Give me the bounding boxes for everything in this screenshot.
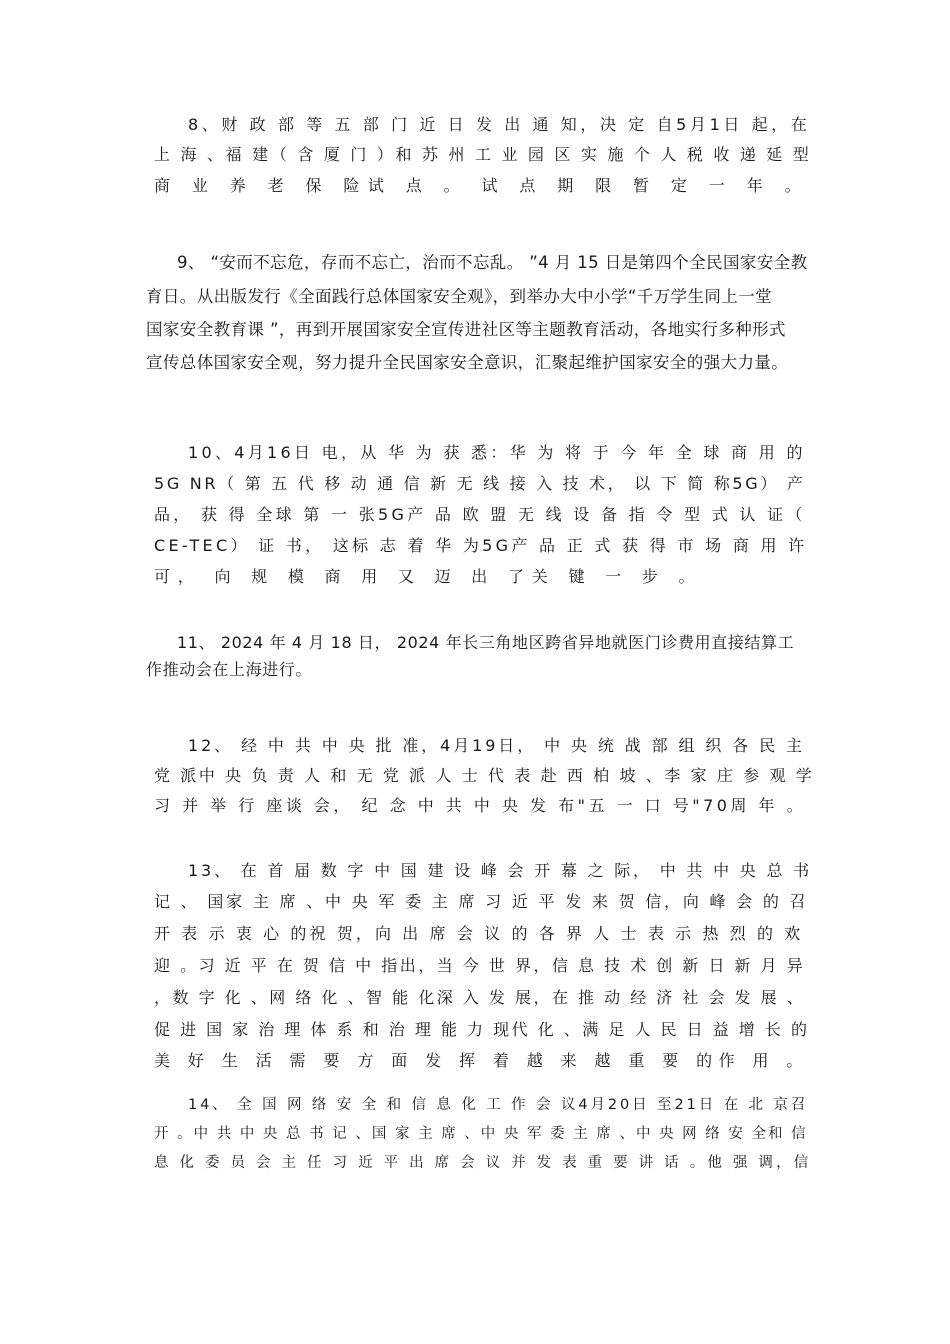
text-line: 11、 2024 年 4 月 18 日， 2024 年长三角地区跨省异地就医门诊费用直接结算工 [177, 633, 795, 652]
text-line: 12、 经 中 共 中 央 批 准，4月19日， 中 央 统 战 部 组 织 各 民 主 [188, 736, 805, 755]
text-line: 作推动会在上海进行。 [146, 660, 313, 679]
text-line: 迎 。习 近 平 在 贺 信 中 指出，当 今 世 界，信 息 技 术 创 新 日 新 月 异 [154, 956, 806, 975]
text-line: 宣传总体国家安全观，努力提升全民国家安全意识，汇聚起维护国家安全的强大力量。 [146, 353, 789, 372]
text-line: 息 化 委 员 会 主 任 习 近 平 出 席 会 议 并 发 表 重 要 讲 话 。他 强 调，信 [154, 1155, 812, 1171]
text-line: 开 。中 共 中 央 总 书 记 、国 家 主 席 、中 央 军 委 主 席 、中 央 网 络 安 全和 信 [154, 1126, 808, 1142]
text-line: 育日。从出版发行《全面践行总体国家安全观》，到举办大中小学“千万学生同上一堂 [146, 287, 772, 306]
text-line: 记 、 国家 主 席 、中 央 军 委 主 席 习 近 平 发 来 贺 信，向 峰 会 的 召 [154, 892, 809, 911]
text-line: 13、 在 首 届 数 字 中 国 建 设 峰 会 开 幕 之 际， 中 共 中 央 总 书 [188, 861, 812, 880]
text-line: 5G NR（ 第 五 代 移 动 通 信 新 无 线 接 入 技 术， 以 下 简 称5G） 产 [154, 474, 806, 493]
text-line: 国家安全教育课 ”，再到开展国家安全宣传进社区等主题教育活动，各地实行多种形式 [146, 320, 786, 339]
text-line: 党 派中 央 负 责 人 和 无 党 派 人 士 代 表 赴 西 柏 坡 、李 家 庄 参 观 学 [154, 766, 815, 785]
text-line: 9、 “安而不忘危，存而不忘亡，治而不忘乱。 ”4 月 15 日是第四个全民国家安全教 [177, 253, 808, 272]
text-line: 上 海 、福 建（ 含 厦 门 ）和 苏 州 工 业 园 区 实 施 个 人 税 收 递 延 型 [154, 145, 812, 164]
text-line: 品， 获 得 全球 第 一 张5G产 品 欧 盟 无 线 设 备 指 令 型 式 认 证（ [154, 505, 806, 524]
text-line: 开 表 示 衷 心 的祝 贺，向 出 席 会 议 的 各 界 人 士 表 示 热 烈 的 欢 [154, 924, 804, 943]
text-line: 商 业 养 老 保 险试 点 。 试 点 期 限 暂 定 一 年 。 [154, 176, 809, 195]
text-line: 8、财 政 部 等 五 部 门 近 日 发 出 通 知，决 定 自5月1日 起，在 [188, 115, 811, 134]
text-line: 可， 向 规 模 商 用 又 迈 出 了关 键 一 步 。 [154, 567, 703, 586]
text-line: CE-TEC） 证 书， 这标 志 着 华 为5G产 品 正 式 获 得 市 场 商 用 许 [154, 536, 808, 555]
text-line: 14、 全 国 网 络 安 全 和 信 息 化 工 作 会 议4月20日 至21日 在 北 京召 [188, 1097, 809, 1113]
text-line: 10、4月16日 电，从 华 为 获 悉：华 为 将 于 今 年 全 球 商 用 的 [188, 443, 806, 462]
text-line: 习 并 举 行 座谈 会， 纪 念 中 共 中 央 发 布"五 一 口 号"70周 年 。 [154, 796, 807, 815]
text-line: 促 进 国 家 治 理 体 系 和 治 理 能 力 现代 化 、满 足 人 民 日 益 增 长 的 [154, 1020, 810, 1039]
text-line: ，数 字 化 、网 络 化 、智 能 化深 入 发 展，在 推 动 经 济 社 会 发 展 、 [154, 988, 806, 1007]
text-line: 美 好 生 活 需 要 方 面 发 挥 着 越 来 越 重 要 的作 用 。 [154, 1051, 809, 1070]
